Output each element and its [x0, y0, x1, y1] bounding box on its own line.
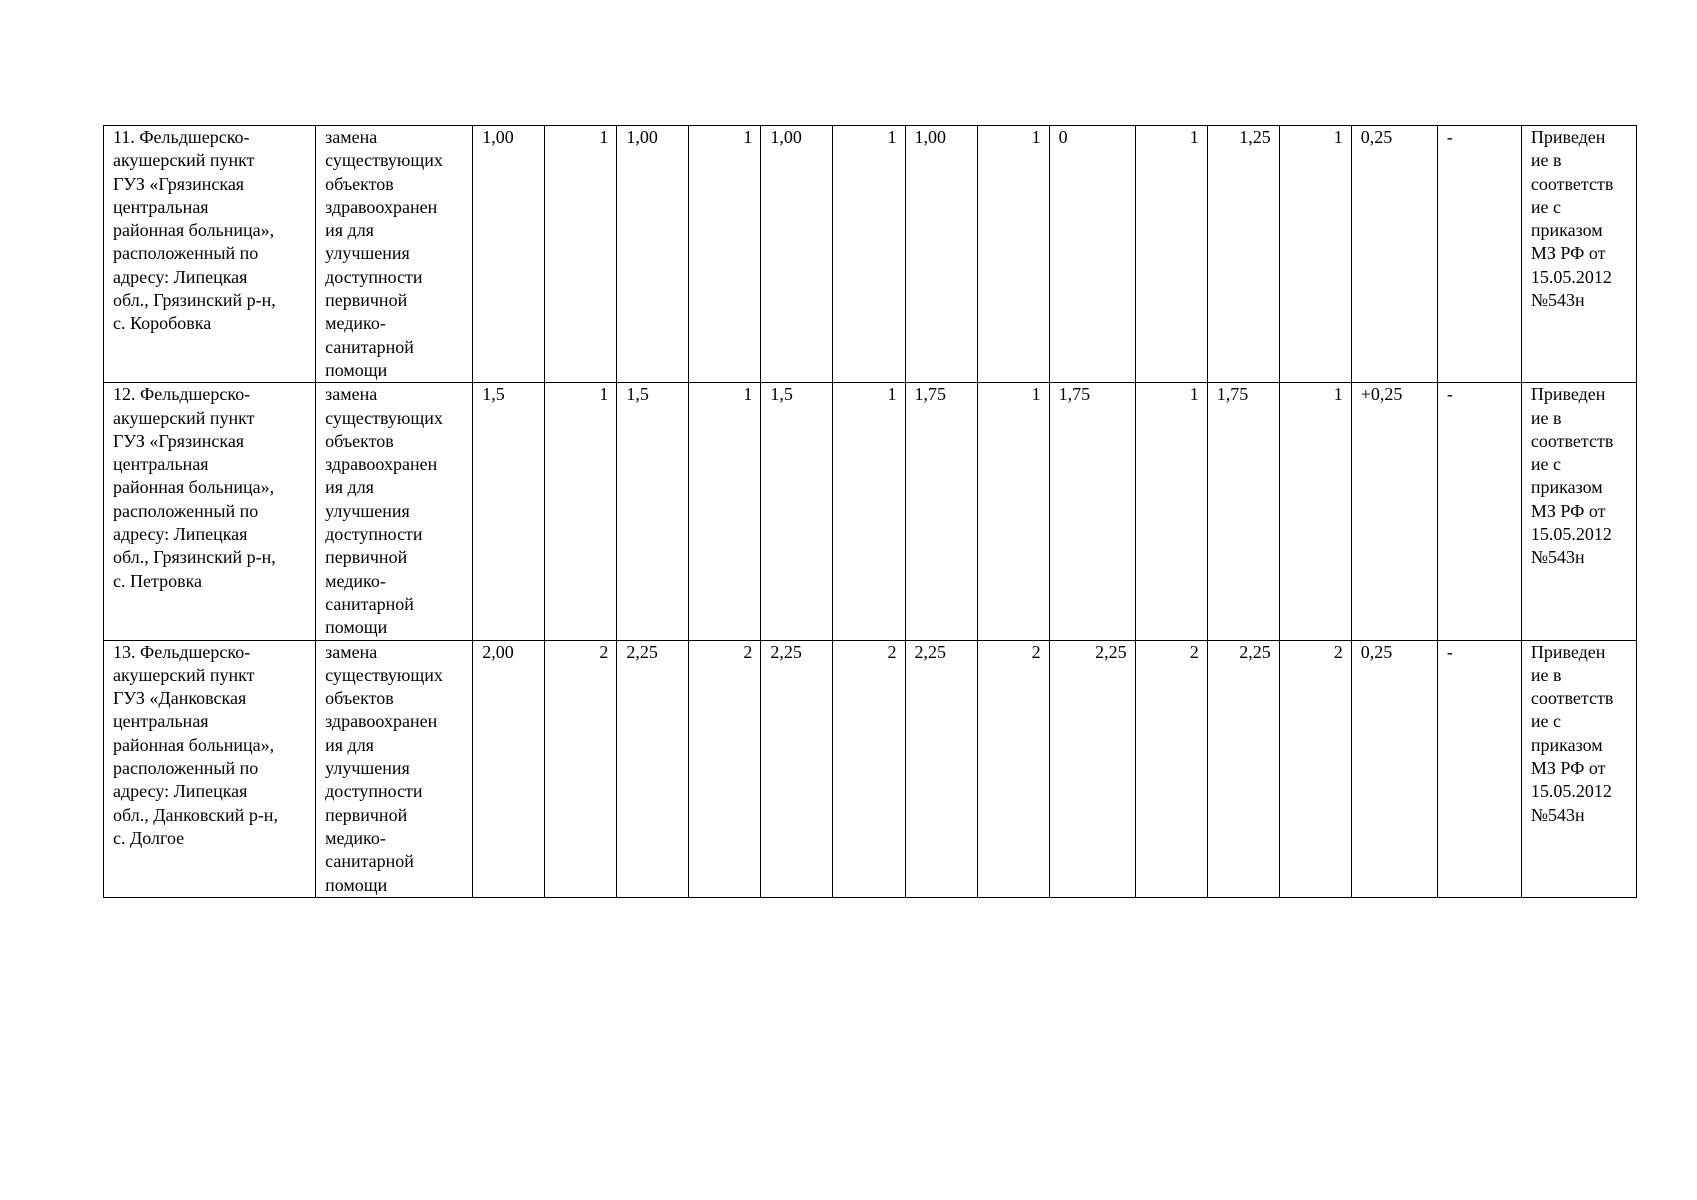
value-cell: 1,25: [1207, 126, 1279, 383]
value-cell: 0: [1049, 126, 1135, 383]
count-cell: 1: [1279, 126, 1351, 383]
value-cell: 1,00: [761, 126, 833, 383]
value-cell: 2,25: [761, 640, 833, 897]
dash-cell: -: [1437, 640, 1521, 897]
count-cell: 1: [545, 383, 617, 640]
count-cell: 1: [1135, 383, 1207, 640]
object-cell: 11. Фельдшерско- акушерский пункт ГУЗ «Грязинская центральная районная больница», расположенный по адресу: Липецкая обл., Грязинский р-н, с. Коробовка: [104, 126, 316, 383]
count-cell: 2: [1279, 640, 1351, 897]
value-cell: 2,25: [905, 640, 977, 897]
count-cell: 1: [977, 126, 1049, 383]
purpose-cell: замена существующих объектов здравоохранен ия для улучшения доступности первичной медико- санитарной помощи: [316, 383, 473, 640]
count-cell: 1: [1135, 126, 1207, 383]
value-cell: 1,5: [617, 383, 689, 640]
dash-cell: -: [1437, 126, 1521, 383]
table-row: [104, 383, 1637, 640]
count-cell: 1: [545, 126, 617, 383]
value-cell: 2,25: [1049, 640, 1135, 897]
facilities-table: [103, 125, 1637, 898]
count-cell: 2: [1135, 640, 1207, 897]
value-cell: 2,00: [473, 640, 545, 897]
value-cell: 1,5: [473, 383, 545, 640]
count-cell: 2: [977, 640, 1049, 897]
purpose-cell: замена существующих объектов здравоохранен ия для улучшения доступности первичной медико- санитарной помощи: [316, 640, 473, 897]
change-cell: +0,25: [1351, 383, 1437, 640]
change-cell: 0,25: [1351, 640, 1437, 897]
value-cell: 1,75: [1049, 383, 1135, 640]
count-cell: 2: [833, 640, 905, 897]
note-cell: Приведен ие в соответств ие с приказом МЗ РФ от 15.05.2012 №543н: [1521, 126, 1636, 383]
dash-cell: -: [1437, 383, 1521, 640]
count-cell: 2: [545, 640, 617, 897]
note-cell: Приведен ие в соответств ие с приказом МЗ РФ от 15.05.2012 №543н: [1521, 383, 1636, 640]
note-cell: Приведен ие в соответств ие с приказом МЗ РФ от 15.05.2012 №543н: [1521, 640, 1636, 897]
value-cell: 1,00: [473, 126, 545, 383]
object-cell: 12. Фельдшерско- акушерский пункт ГУЗ «Грязинская центральная районная больница», расположенный по адресу: Липецкая обл., Грязинский р-н, с. Петровка: [104, 383, 316, 640]
count-cell: 1: [833, 383, 905, 640]
value-cell: 1,00: [617, 126, 689, 383]
value-cell: 1,00: [905, 126, 977, 383]
purpose-cell: замена существующих объектов здравоохранен ия для улучшения доступности первичной медико- санитарной помощи: [316, 126, 473, 383]
table-row: [104, 640, 1637, 897]
object-cell: 13. Фельдшерско- акушерский пункт ГУЗ «Данковская центральная районная больница», расположенный по адресу: Липецкая обл., Данковский р-н, с. Долгое: [104, 640, 316, 897]
count-cell: 2: [689, 640, 761, 897]
count-cell: 1: [689, 126, 761, 383]
count-cell: 1: [1279, 383, 1351, 640]
count-cell: 1: [833, 126, 905, 383]
table-row: [104, 126, 1637, 383]
value-cell: 2,25: [1207, 640, 1279, 897]
value-cell: 1,75: [905, 383, 977, 640]
count-cell: 1: [977, 383, 1049, 640]
change-cell: 0,25: [1351, 126, 1437, 383]
value-cell: 1,75: [1207, 383, 1279, 640]
value-cell: 2,25: [617, 640, 689, 897]
count-cell: 1: [689, 383, 761, 640]
value-cell: 1,5: [761, 383, 833, 640]
